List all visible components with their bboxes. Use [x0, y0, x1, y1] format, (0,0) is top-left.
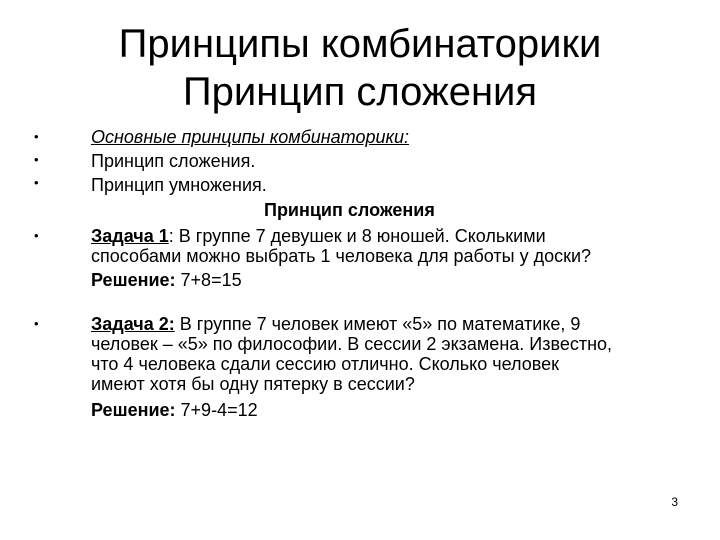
bullet-marker: • — [34, 175, 39, 190]
task1-solution-label: Решение: — [91, 270, 176, 290]
task1-line-2: способами можно выбрать 1 человека для работы у доски? — [91, 246, 592, 266]
title-line-1: Принципы комбинаторики — [118, 22, 602, 66]
task1-text-1: В группе 7 девушек и 8 юношей. Сколькими — [173, 226, 546, 246]
title-line-2: Принцип сложения — [182, 70, 538, 114]
task1-line-1 — [91, 226, 546, 246]
bullet-marker: • — [34, 129, 39, 144]
task2-text-1: В группе 7 человек имеют «5» по математике, 9 — [174, 314, 581, 334]
task2-line-4: имеют хотя бы одну пятерку в сессии? — [91, 374, 415, 394]
bullet-marker: • — [34, 152, 39, 167]
slide-title — [0, 20, 720, 116]
task1-label: Задача 1 — [91, 226, 169, 246]
task2-line-2: человек – «5» по философии. В сессии 2 экзамена. Известно, — [91, 334, 613, 354]
task2-label: Задача 2: — [91, 314, 175, 334]
task1-colon: : — [168, 226, 174, 246]
bullet-marker: • — [34, 228, 39, 243]
task2-solution-value: 7+9-4=12 — [175, 400, 258, 420]
principles-heading: Основные принципы комбинаторики: — [91, 127, 409, 147]
bullet-marker: • — [34, 316, 39, 331]
task1-solution — [91, 270, 242, 290]
task2-solution-label: Решение: — [91, 400, 176, 420]
multiplication-principle-item: Принцип умножения. — [91, 175, 267, 195]
page-number: 3 — [671, 495, 678, 509]
task1-solution-value: 7+8=15 — [175, 270, 242, 290]
task2-solution — [91, 400, 258, 420]
task2-line-1 — [91, 314, 580, 334]
section-heading: Принцип сложения — [264, 200, 435, 220]
task2-line-3: что 4 человека сдали сессию отлично. Сколько человек — [91, 354, 560, 374]
addition-principle-item: Принцип сложения. — [91, 151, 256, 171]
